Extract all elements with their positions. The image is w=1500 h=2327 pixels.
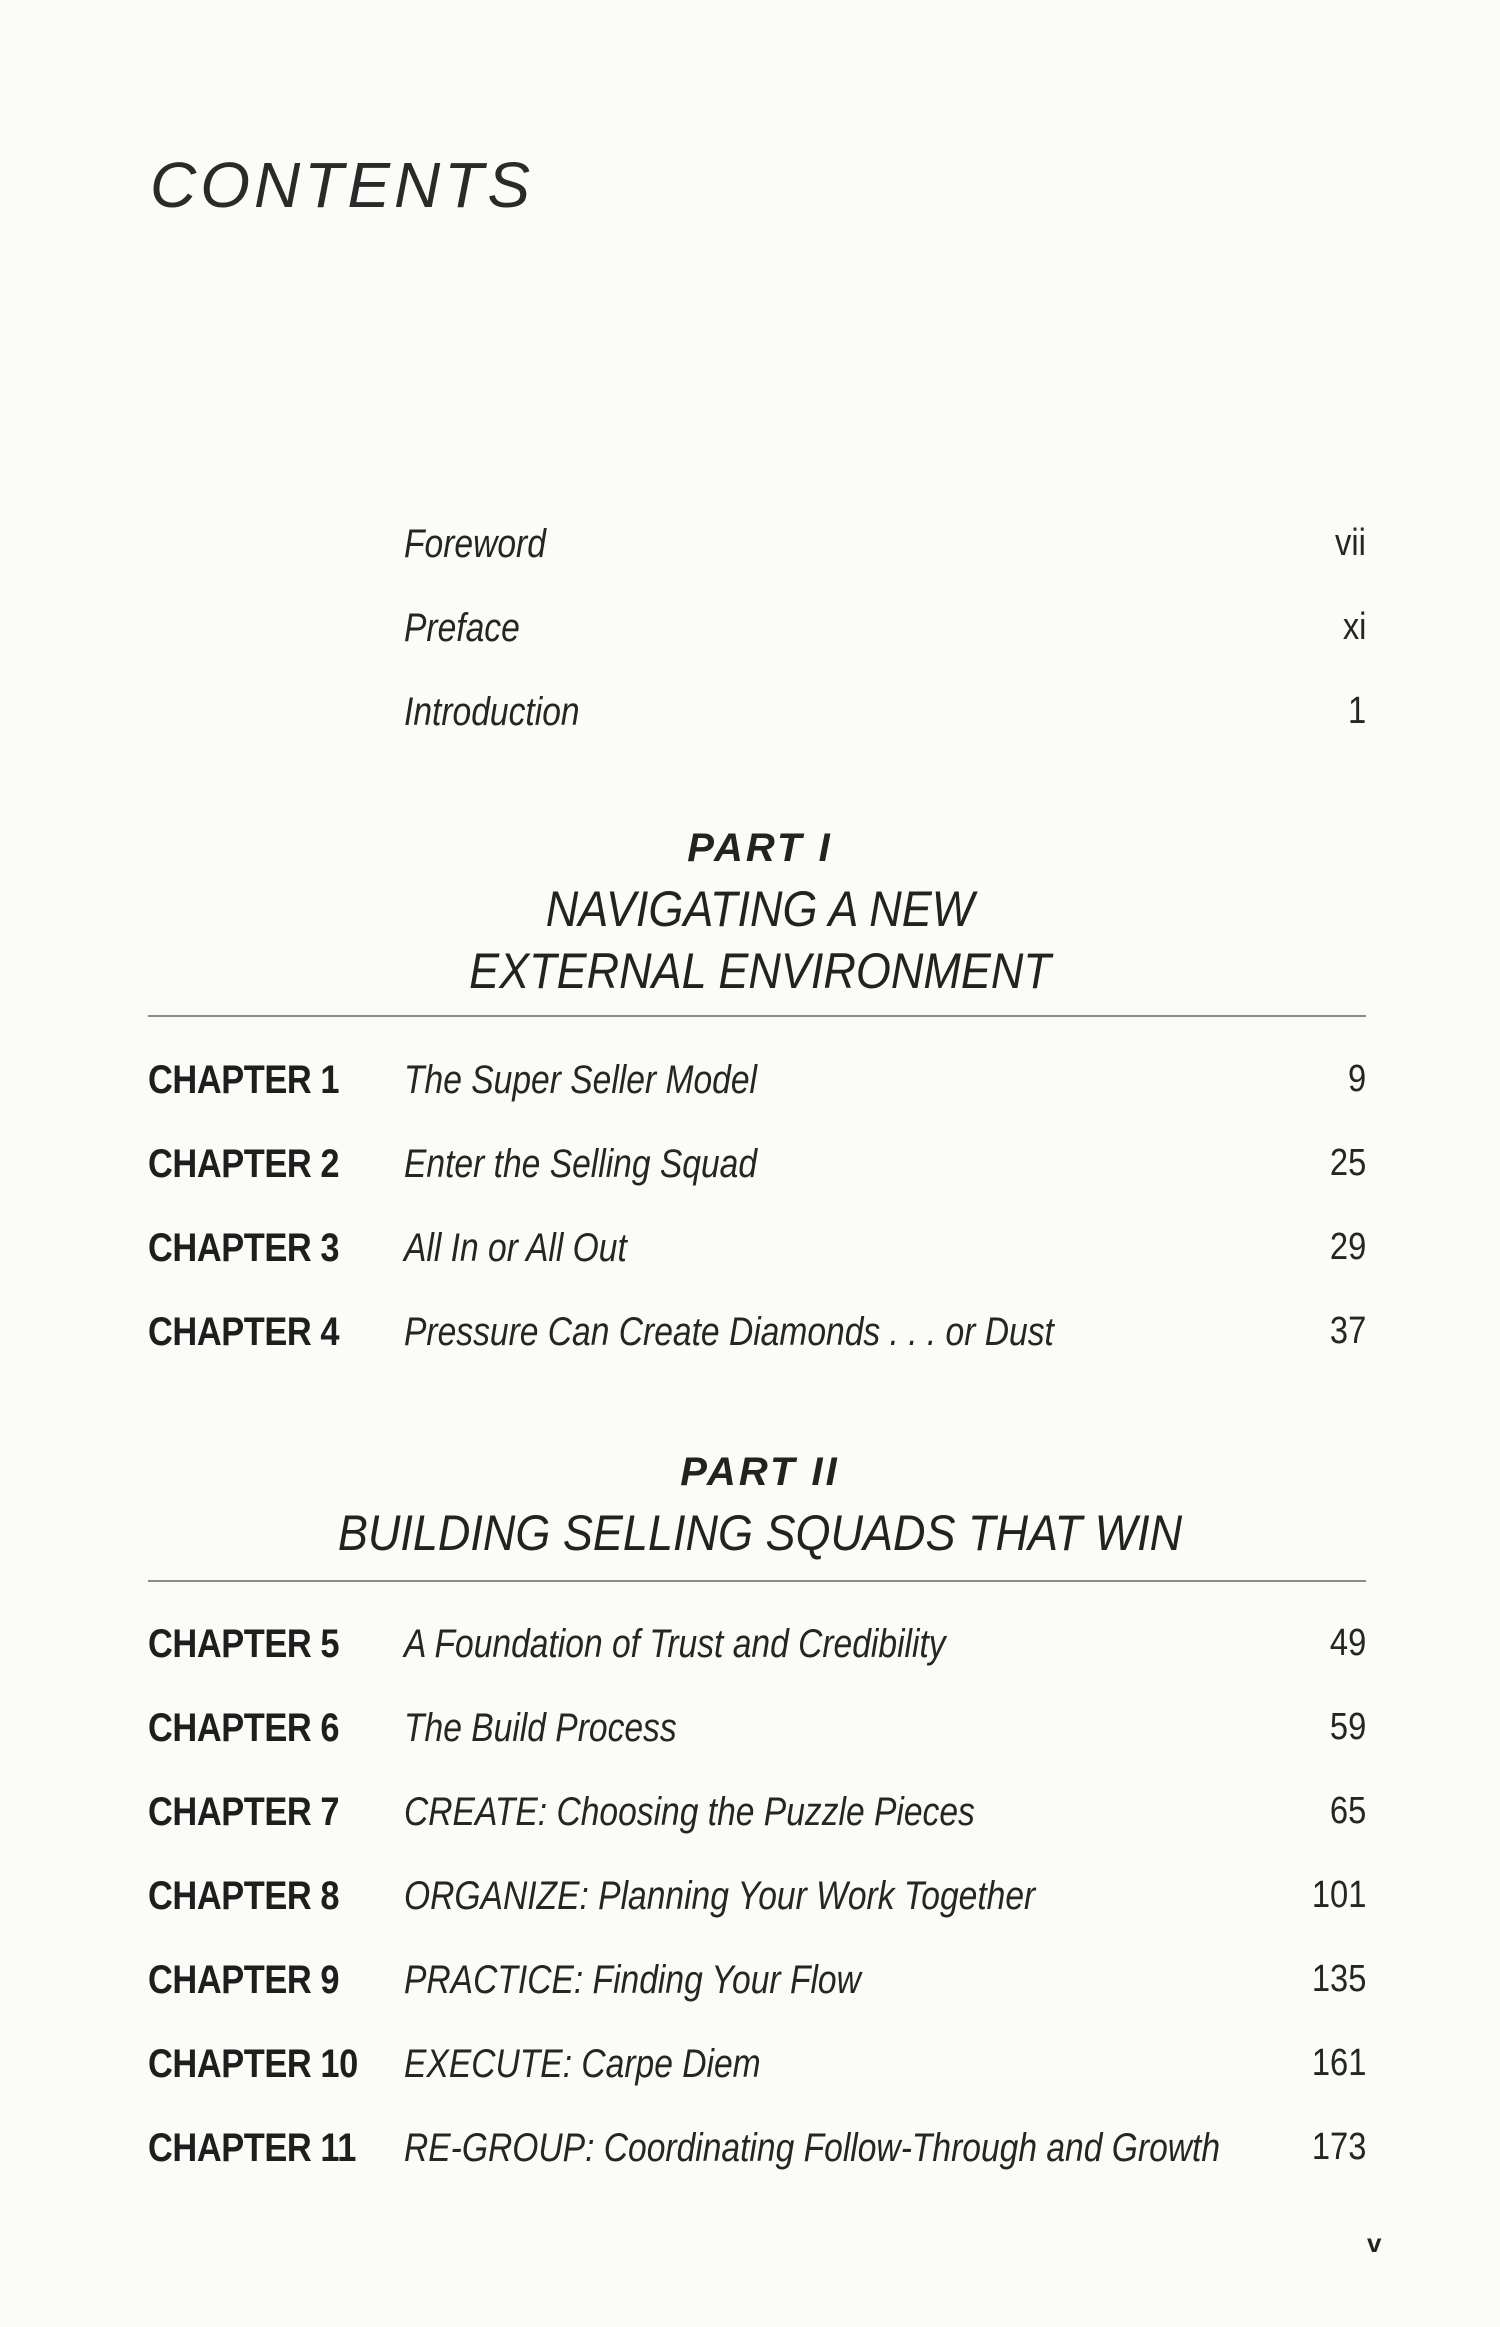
entry-page: 1 bbox=[1347, 690, 1366, 732]
part-heading-line: BUILDING SELLING SQUADS THAT WIN bbox=[337, 1505, 1183, 1561]
chapter-page: 59 bbox=[1329, 1706, 1366, 1748]
chapter-page: 49 bbox=[1329, 1622, 1366, 1664]
toc-entry-chapter[interactable] bbox=[0, 1058, 1500, 1118]
chapter-page: 65 bbox=[1329, 1790, 1366, 1832]
chapter-page: 161 bbox=[1311, 2042, 1366, 2084]
entry-title: Preface bbox=[404, 606, 520, 650]
section-divider bbox=[148, 1015, 1366, 1017]
toc-entry-chapter[interactable] bbox=[0, 2126, 1500, 2186]
chapter-page: 37 bbox=[1329, 1310, 1366, 1352]
chapter-label: CHAPTER 11 bbox=[148, 2126, 356, 2170]
chapter-label: CHAPTER 3 bbox=[148, 1226, 340, 1270]
chapter-label: CHAPTER 4 bbox=[148, 1310, 340, 1354]
section-divider bbox=[148, 1580, 1366, 1582]
chapter-title: Enter the Selling Squad bbox=[404, 1142, 758, 1186]
chapter-page: 9 bbox=[1347, 1058, 1366, 1100]
toc-entry-chapter[interactable] bbox=[0, 1142, 1500, 1202]
page-title: CONTENTS bbox=[150, 149, 534, 221]
chapter-label: CHAPTER 6 bbox=[148, 1706, 340, 1750]
toc-entry-chapter[interactable] bbox=[0, 2042, 1500, 2102]
chapter-page: 29 bbox=[1329, 1226, 1366, 1268]
page-number: v bbox=[1367, 2228, 1382, 2258]
part-label: PART I bbox=[687, 826, 833, 870]
chapter-page: 135 bbox=[1311, 1958, 1366, 2000]
toc-entry-introduction[interactable] bbox=[0, 690, 1500, 750]
part-label: PART II bbox=[680, 1450, 840, 1494]
chapter-label: CHAPTER 8 bbox=[148, 1874, 340, 1918]
toc-entry-chapter[interactable] bbox=[0, 1706, 1500, 1766]
chapter-page: 101 bbox=[1311, 1874, 1366, 1916]
toc-entry-chapter[interactable] bbox=[0, 1310, 1500, 1370]
entry-page: vii bbox=[1335, 522, 1366, 564]
entry-title: Introduction bbox=[404, 690, 580, 734]
chapter-title: ORGANIZE: Planning Your Work Together bbox=[404, 1874, 1036, 1918]
chapter-title: A Foundation of Trust and Credibility bbox=[404, 1622, 946, 1666]
toc-entry-chapter[interactable] bbox=[0, 1226, 1500, 1286]
chapter-title: The Build Process bbox=[404, 1706, 677, 1750]
chapter-page: 25 bbox=[1329, 1142, 1366, 1184]
chapter-title: RE-GROUP: Coordinating Follow-Through and Growth bbox=[404, 2126, 1221, 2170]
chapter-label: CHAPTER 5 bbox=[148, 1622, 340, 1666]
chapter-page: 173 bbox=[1311, 2126, 1366, 2168]
chapter-label: CHAPTER 1 bbox=[148, 1058, 340, 1102]
part-heading bbox=[76, 878, 1444, 1002]
toc-entry-foreword[interactable] bbox=[0, 522, 1500, 582]
entry-title: Foreword bbox=[404, 522, 546, 566]
chapter-label: CHAPTER 7 bbox=[148, 1790, 340, 1834]
toc-entry-chapter[interactable] bbox=[0, 1790, 1500, 1850]
chapter-label: CHAPTER 10 bbox=[148, 2042, 358, 2086]
part-heading-line: NAVIGATING A NEW bbox=[545, 881, 975, 937]
chapter-title: Pressure Can Create Diamonds . . . or Dust bbox=[404, 1310, 1054, 1354]
chapter-label: CHAPTER 2 bbox=[148, 1142, 340, 1186]
chapter-label: CHAPTER 9 bbox=[148, 1958, 340, 2002]
toc-entry-preface[interactable] bbox=[0, 606, 1500, 666]
part-heading bbox=[76, 1502, 1444, 1564]
toc-entry-chapter[interactable] bbox=[0, 1622, 1500, 1682]
toc-entry-chapter[interactable] bbox=[0, 1874, 1500, 1934]
chapter-title: CREATE: Choosing the Puzzle Pieces bbox=[404, 1790, 975, 1834]
chapter-title: All In or All Out bbox=[404, 1226, 627, 1270]
chapter-title: PRACTICE: Finding Your Flow bbox=[404, 1958, 861, 2002]
toc-entry-chapter[interactable] bbox=[0, 1958, 1500, 2018]
entry-page: xi bbox=[1342, 606, 1366, 648]
part-heading-line: EXTERNAL ENVIRONMENT bbox=[469, 943, 1051, 999]
chapter-title: EXECUTE: Carpe Diem bbox=[404, 2042, 761, 2086]
chapter-title: The Super Seller Model bbox=[404, 1058, 757, 1102]
